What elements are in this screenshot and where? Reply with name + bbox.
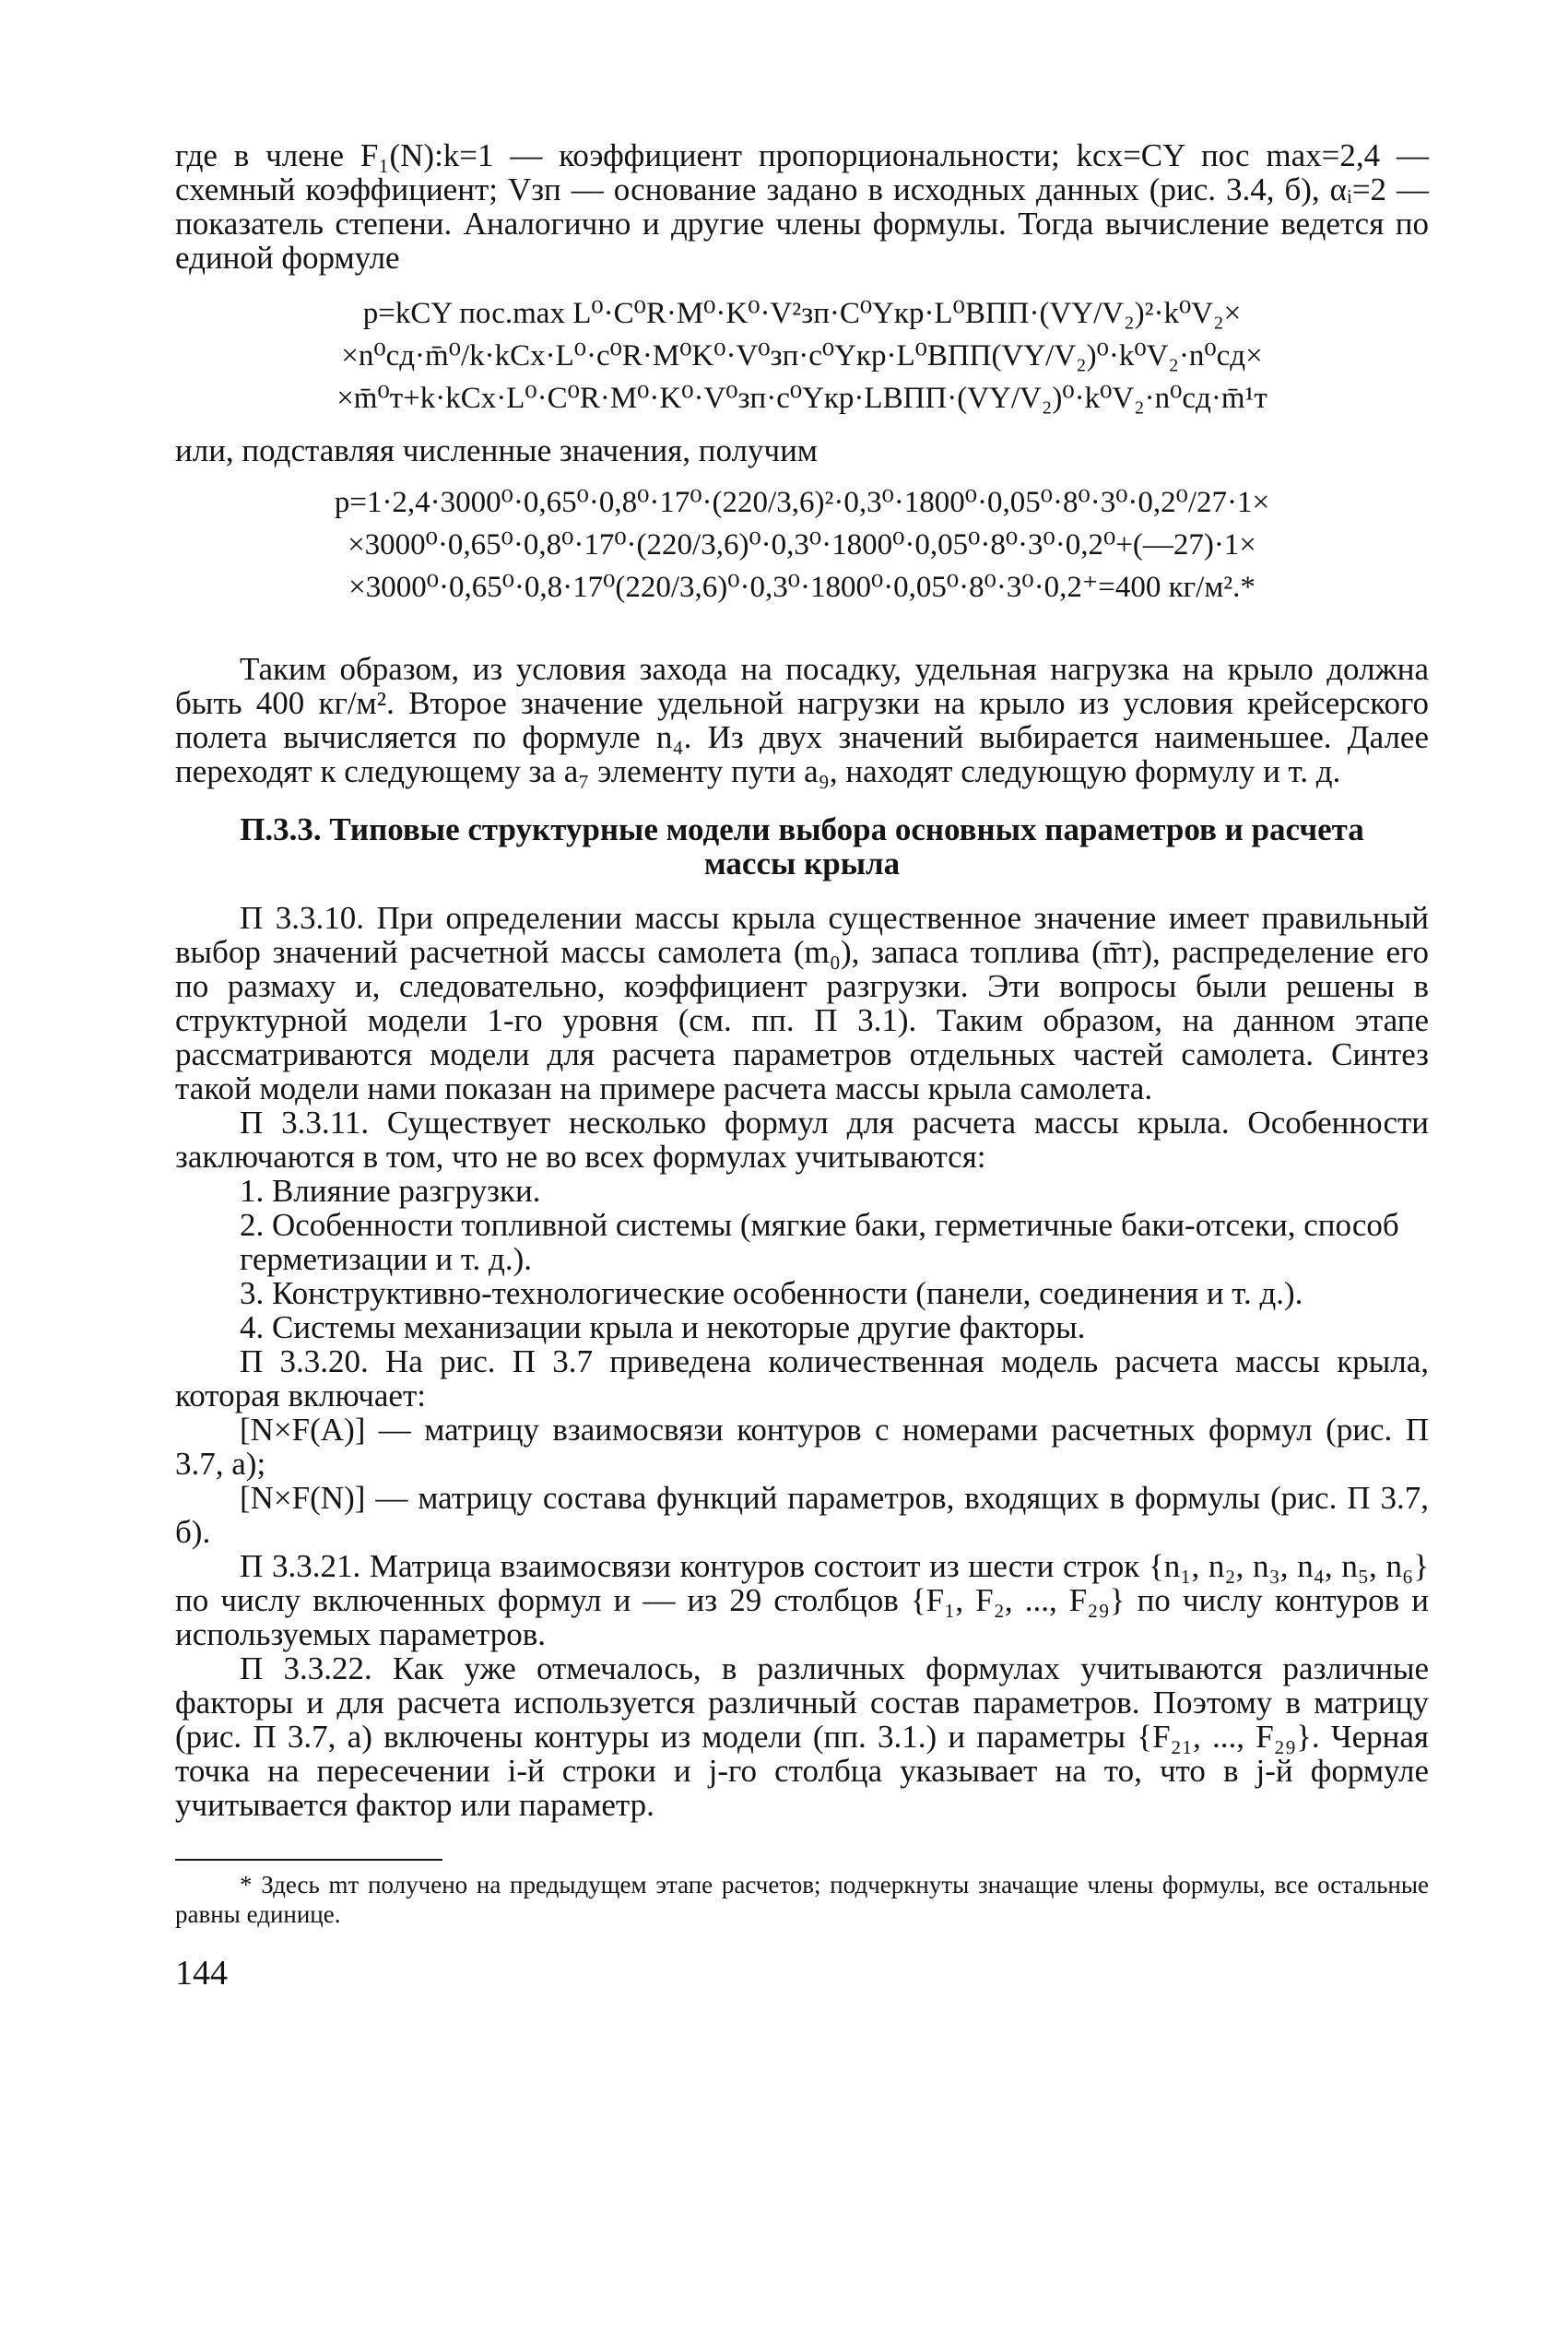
numeric-formula [175, 486, 1429, 604]
page-number: 144 [175, 1954, 228, 1993]
formula-line: ×n⁰сд·m̄⁰/k·kCx·L⁰·c⁰R·M⁰K⁰·V⁰зп·c⁰Yкр·L⁰ВПП(VY/V₂)⁰·k⁰V₂·n⁰сд× [341, 339, 1263, 373]
footnote-divider [175, 1859, 442, 1861]
numeric-line: ×3000⁰·0,65⁰·0,8·17⁰(220/3,6)⁰·0,3⁰·1800⁰·0,05⁰·8⁰·3⁰·0,2⁺=400 кг/м².* [348, 571, 1256, 604]
factors-list [240, 1174, 1429, 1344]
paragraph-3322: П 3.3.22. Как уже отмечалось, в различных формулах учитываются различные факторы и для расчета используется различный состав параметров. Поэтому в матрицу (рис. П 3.7, а) включены контуры из модели (пп. 3.1.) и параметры {F₂₁, ..., F₂₉}. Черная точка на пересечении i-й строки и j-го столбца указывает на то, что в j-й формуле учитывается фактор или параметр. [175, 1650, 1429, 1823]
numeric-line: p=1·2,4·3000⁰·0,65⁰·0,8⁰·17⁰·(220/3,6)²·0,3⁰·1800⁰·0,05⁰·8⁰·3⁰·0,2⁰/27·1× [334, 486, 1270, 519]
formula-line: p=kCY пос.max L⁰·C⁰R·M⁰·K⁰·V²зп·C⁰Yкр·L⁰ВПП·(VY/V₂)²·k⁰V₂× [362, 297, 1242, 330]
paragraph-3311: П 3.3.11. Существует несколько формул для расчета массы крыла. Особенности заключаются в том, что не во всех формулах учитываются: [175, 1105, 1429, 1175]
conclusion-paragraph: Таким образом, из условия захода на посадку, удельная нагрузка на крыло должна быть 400 кг/м². Второе значение удельной нагрузки на крыло из условия крейсерского полета вычисляется по формуле n₄. Из двух значений выбирается наименьшее. Далее переходят к следующему за a₇ элементу пути a₉, находят следующую формулу и т. д. [175, 651, 1429, 789]
list-item: 2. Особенности топливной системы (мягкие баки, герметичные баки-отсеки, способ герметизации и т. д.). [240, 1207, 1399, 1277]
page-content [175, 138, 1429, 1993]
matrix-item-b: [N×F(N)] — матрицу состава функций параметров, входящих в формулы (рис. П 3.7, б). [175, 1480, 1429, 1550]
lead-text: или, подставляя численные значения, получим [175, 432, 818, 468]
paragraph-3310: П 3.3.10. При определении массы крыла существенное значение имеет правильный выбор значений расчетной массы самолета (m₀), запаса топлива (m̄т), распределение его по размаху и, следовательно, коэффициент разгрузки. Эти вопросы были решены в структурной модели 1-го уровня (см. пп. П 3.1). Таким образом, на данном этапе рассматриваются модели для расчета параметров отдельных частей самолета. Синтез такой модели нами показан на примере расчета массы крыла самолета. [175, 900, 1429, 1106]
list-item: 4. Системы механизации крыла и некоторые другие факторы. [240, 1309, 1086, 1345]
list-item: 1. Влияние разгрузки. [240, 1173, 541, 1209]
intro-paragraph: где в члене F₁(N):k=1 — коэффициент пропорциональности; kcx=CY пос max=2,4 — схемный коэффициент; Vзп — основание задано в исходных данных (рис. 3.4, б), αᵢ=2 — показатель степени. Аналогично и другие члены формулы. Тогда вычисление ведется по единой формуле [175, 137, 1429, 276]
paragraph-3321: П 3.3.21. Матрица взаимосвязи контуров состоит из шести строк {n₁, n₂, n₃, n₄, n₅, n₆} по числу включенных формул и — из 29 столбцов {F₁, F₂, ..., F₂₉} по числу контуров и используемых параметров. [175, 1548, 1429, 1652]
section-heading: П.3.3. Типовые структурные модели выбора основных параметров и расчета массы крыла [240, 811, 1364, 881]
list-item: 3. Конструктивно-технологические особенности (панели, соединения и т. д.). [240, 1275, 1303, 1311]
general-formula [175, 297, 1429, 415]
formula-line: ×m̄⁰т+k·kCx·L⁰·C⁰R·M⁰·K⁰·V⁰зп·c⁰Yкр·LВПП·(VY/V₂)⁰·k⁰V₂·n⁰сд·m̄¹т [336, 382, 1267, 415]
matrix-item-a: [N×F(A)] — матрицу взаимосвязи контуров с номерами расчетных формул (рис. П 3.7, а); [175, 1412, 1429, 1482]
paragraph-3320: П 3.3.20. На рис. П 3.7 приведена количественная модель расчета массы крыла, которая включает: [175, 1343, 1429, 1413]
footnote: * Здесь mт получено на предыдущем этапе расчетов; подчеркнуты значащие члены формулы, все остальные равны единице. [175, 1871, 1429, 1928]
numeric-line: ×3000⁰·0,65⁰·0,8⁰·17⁰·(220/3,6)⁰·0,3⁰·1800⁰·0,05⁰·8⁰·3⁰·0,2⁰+(—27)·1× [348, 528, 1256, 562]
